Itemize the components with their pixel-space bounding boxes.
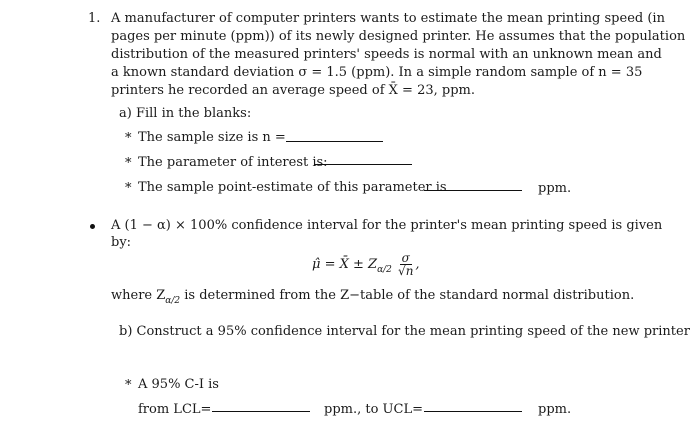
intro-line-3: distribution of the measured printers' speeds is normal with an unknown mean and — [111, 47, 662, 62]
intro-line-2: pages per minute (ppm)) of its newly designed printer. He assumes that the population — [111, 29, 686, 44]
formula-lhs: μ̂ = X̄ ± Z — [312, 257, 378, 272]
intro-line-4: a known standard deviation σ = 1.5 (ppm). In a simple random sample of n = 35 — [111, 65, 643, 80]
part-a-item-3-unit: ppm. — [538, 181, 572, 196]
where-post: is determined from the Z−table of the standard normal distribution. — [180, 288, 635, 303]
part-a-item-2-text: The parameter of interest is: — [138, 155, 328, 170]
part-b-title: b) Construct a 95% confidence interval for the mean printing speed of the new printer — [119, 324, 690, 339]
where-subscript: α/2 — [165, 296, 181, 306]
lcl-label: from LCL= — [138, 402, 212, 417]
part-a-item-2-marker: * — [125, 156, 132, 171]
point-estimate-blank[interactable] — [424, 190, 522, 191]
part-a-item-3-text: The sample point-estimate of this parameter is — [138, 180, 447, 195]
ci-line-1: A (1 − α) × 100% confidence interval for the printer's mean printing speed is given — [111, 218, 663, 233]
ci-formula — [312, 252, 420, 277]
part-a-title: a) Fill in the blanks: — [119, 106, 252, 121]
formula-subscript: α/2 — [377, 265, 392, 275]
intro-line-1: A manufacturer of computer printers wants to estimate the mean printing speed (in — [111, 11, 665, 26]
where-line — [111, 287, 634, 306]
bullet-dot — [90, 224, 95, 229]
part-a-item-1-marker: * — [125, 131, 132, 146]
ucl-blank[interactable] — [424, 411, 522, 412]
parameter-blank[interactable] — [314, 164, 412, 165]
intro-line-5: printers he recorded an average speed of X̄ = 23, ppm. — [111, 83, 475, 98]
part-b-item-marker: * — [125, 378, 132, 393]
formula-fraction — [396, 252, 415, 277]
part-b-item-text: A 95% C-I is — [138, 377, 219, 392]
sample-size-blank[interactable] — [286, 141, 383, 142]
part-b-end-unit: ppm. — [538, 402, 572, 417]
part-a-item-3-marker: * — [125, 181, 132, 196]
formula-numerator: σ — [401, 251, 410, 265]
part-a-item-1-text: The sample size is n = — [138, 130, 286, 145]
where-pre: where Z — [111, 288, 166, 303]
problem-number: 1. — [88, 11, 101, 26]
lcl-blank[interactable] — [212, 411, 310, 412]
formula-denominator: √n — [398, 264, 414, 278]
formula-tail: , — [415, 257, 420, 272]
ci-line-2: by: — [111, 235, 132, 250]
ucl-label: ppm., to UCL= — [324, 402, 423, 417]
